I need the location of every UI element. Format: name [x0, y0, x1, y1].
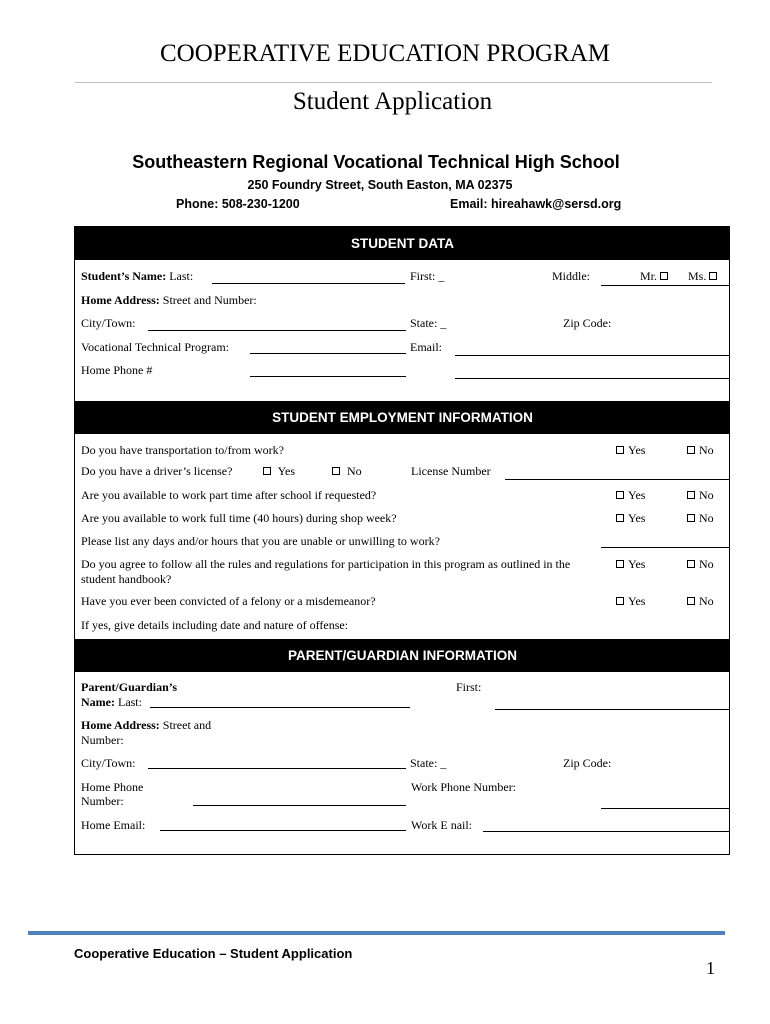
title-mr-option[interactable]: Mr. — [640, 269, 672, 284]
license-yes[interactable]: Yes — [263, 464, 295, 479]
parent-home-phone-label-line2: Number: — [81, 794, 124, 808]
transportation-yes[interactable]: Yes — [616, 443, 645, 458]
checkbox-icon[interactable] — [709, 272, 717, 280]
student-zip-label: Zip Code: — [563, 316, 612, 330]
school-phone: Phone: 508-230-1200 — [176, 197, 300, 211]
parent-city-field[interactable] — [148, 768, 406, 769]
footer-divider — [28, 931, 725, 935]
unavailable-days-field[interactable] — [601, 547, 729, 548]
document-title: COOPERATIVE EDUCATION PROGRAM — [159, 40, 611, 67]
vocational-program-label: Vocational Technical Program: — [81, 340, 230, 354]
student-first-name-label: First: _ — [410, 269, 445, 283]
parent-name-label-line1: Parent/Guardian’s — [81, 680, 178, 694]
student-email-label: Email: — [410, 340, 442, 354]
parent-home-email-field[interactable] — [160, 830, 406, 831]
full-time-no[interactable]: No — [687, 511, 714, 526]
transportation-question: Do you have transportation to/from work? — [81, 443, 284, 457]
page-number: 1 — [706, 958, 715, 978]
parent-name-label-line2: Name: Last: — [81, 695, 142, 709]
parent-first-name-label: First: — [456, 680, 482, 694]
license-no[interactable]: No — [332, 464, 362, 479]
rules-no[interactable]: No — [687, 557, 714, 572]
parent-state-label: State: _ — [410, 756, 447, 770]
checkbox-icon[interactable] — [263, 467, 271, 475]
part-time-no[interactable]: No — [687, 488, 714, 503]
checkbox-icon[interactable] — [660, 272, 668, 280]
full-time-question: Are you available to work full time (40 hours) during shop week? — [81, 511, 397, 525]
checkbox-icon[interactable] — [616, 560, 624, 568]
school-address: 250 Foundry Street, South Easton, MA 02375 — [247, 178, 513, 192]
checkbox-icon[interactable] — [616, 514, 624, 522]
license-question: Do you have a driver’s license? — [81, 464, 233, 478]
checkbox-icon[interactable] — [687, 597, 695, 605]
title-divider — [75, 82, 712, 83]
document-subtitle: Student Application — [292, 88, 493, 115]
vocational-program-field[interactable] — [250, 353, 406, 354]
parent-home-phone-label-line1: Home Phone — [81, 780, 144, 794]
student-data-heading: STUDENT DATA — [75, 227, 730, 260]
student-city-label: City/Town: — [81, 316, 136, 330]
felony-question: Have you ever been convicted of a felony or a misdemeanor? — [81, 594, 376, 608]
checkbox-icon[interactable] — [616, 446, 624, 454]
rules-question-line1: Do you agree to follow all the rules and regulations for participation in this program as outlined in the — [81, 557, 571, 571]
parent-address-label-line2: Number: — [81, 733, 124, 747]
parent-address-label-line1: Home Address: Street and — [81, 718, 212, 732]
checkbox-icon[interactable] — [687, 560, 695, 568]
parent-city-label: City/Town: — [81, 756, 136, 770]
part-time-yes[interactable]: Yes — [616, 488, 645, 503]
parent-last-name-field[interactable] — [150, 707, 410, 708]
parent-work-phone-field[interactable] — [601, 808, 729, 809]
student-home-address-label: Home Address: Street and Number: — [81, 293, 257, 307]
student-last-name-field[interactable] — [212, 283, 405, 284]
offense-details-label: If yes, give details including date and nature of offense: — [81, 618, 349, 632]
school-email: Email: hireahawk@sersd.org — [450, 197, 622, 211]
checkbox-icon[interactable] — [332, 467, 340, 475]
student-email-field[interactable] — [455, 355, 729, 356]
student-city-field[interactable] — [148, 330, 406, 331]
transportation-no[interactable]: No — [687, 443, 714, 458]
parent-work-email-field[interactable] — [483, 831, 729, 832]
checkbox-icon[interactable] — [616, 491, 624, 499]
title-ms-option[interactable]: Ms. — [688, 269, 721, 284]
rules-question-line2: student handbook? — [81, 572, 172, 586]
felony-no[interactable]: No — [687, 594, 714, 609]
checkbox-icon[interactable] — [687, 446, 695, 454]
parent-work-email-label: Work E nail: — [411, 818, 473, 832]
home-phone-field[interactable] — [250, 376, 406, 377]
checkbox-icon[interactable] — [616, 597, 624, 605]
home-phone-label: Home Phone # — [81, 363, 153, 377]
checkbox-icon[interactable] — [687, 491, 695, 499]
checkbox-icon[interactable] — [687, 514, 695, 522]
employment-heading: STUDENT EMPLOYMENT INFORMATION — [75, 401, 730, 434]
parent-zip-label: Zip Code: — [563, 756, 612, 770]
parent-work-phone-label: Work Phone Number: — [411, 780, 517, 794]
student-middle-name-field[interactable] — [601, 285, 729, 286]
unavailable-days-question: Please list any days and/or hours that you are unable or unwilling to work? — [81, 534, 440, 548]
felony-yes[interactable]: Yes — [616, 594, 645, 609]
license-number-label: License Number — [411, 464, 491, 478]
full-time-yes[interactable]: Yes — [616, 511, 645, 526]
rules-yes[interactable]: Yes — [616, 557, 645, 572]
parent-guardian-heading: PARENT/GUARDIAN INFORMATION — [75, 639, 730, 672]
school-name: Southeastern Regional Vocational Technical High School — [132, 152, 620, 172]
license-number-field[interactable] — [505, 479, 729, 480]
student-name-label: Student’s Name: Last: — [81, 269, 194, 283]
student-state-label: State: _ — [410, 316, 447, 330]
student-middle-name-label: Middle: — [552, 269, 590, 283]
part-time-question: Are you available to work part time after school if requested? — [81, 488, 377, 502]
additional-contact-field[interactable] — [455, 378, 729, 379]
footer-text: Cooperative Education – Student Application — [74, 946, 353, 961]
parent-home-phone-field[interactable] — [193, 805, 406, 806]
parent-home-email-label: Home Email: — [81, 818, 146, 832]
parent-first-name-field[interactable] — [495, 709, 729, 710]
